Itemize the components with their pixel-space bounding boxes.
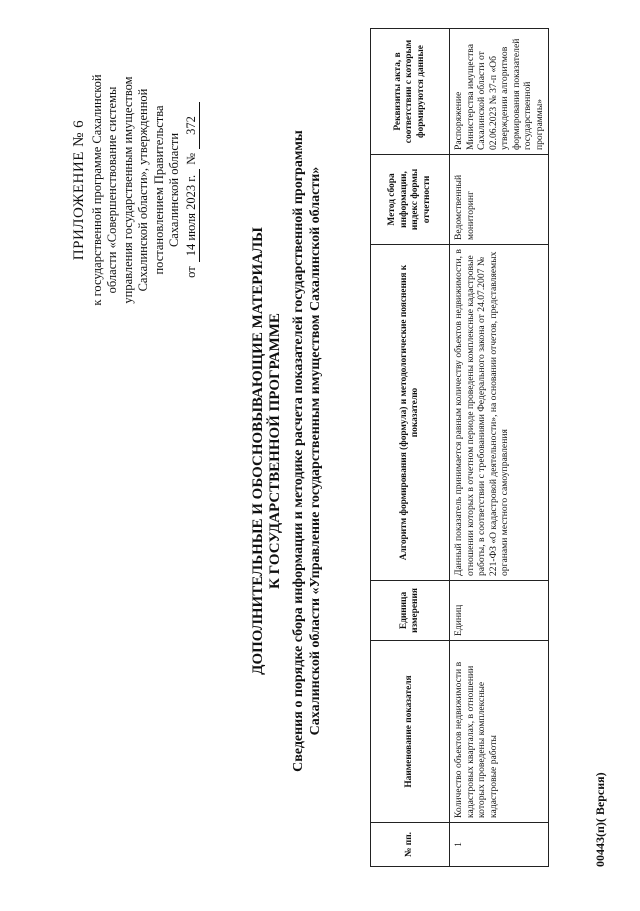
table-header-row (371, 29, 450, 867)
cell-indicator-name: Количество объектов недвижимости в кадастровых кварталах, в отношении которых проведены комплексные кадастровые работы (450, 641, 549, 823)
appendix-line: области «Совершенствование системы (105, 86, 119, 294)
header-algorithm: Алгоритм формирования (формула) и методологические пояснения к показателю (371, 245, 450, 581)
cell-algorithm: Данный показатель принимается равным количеству объектов недвижимости, в отношении которых в отчетном периоде проведены комплексные кадастровые работы, в соответствии с требованиями Федерального закона от 24.07.2007 № 221-ФЗ «О кадастровой деятельности», на основании отчетов, представляемых органами местного самоуправления (450, 245, 549, 581)
main-title-line: К ГОСУДАРСТВЕННОЙ ПРОГРАММЕ (267, 313, 283, 589)
table-row (450, 29, 549, 867)
subtitle-line: Сведения о порядке сбора информации и методике расчета показателей государственной программы (291, 130, 306, 772)
number-prefix: № (183, 152, 198, 165)
header-number: № пп. (371, 823, 450, 867)
subtitle-line: Сахалинской области «Управление государственным имуществом Сахалинской области» (308, 166, 323, 736)
main-title (250, 51, 284, 851)
indicators-table (370, 28, 549, 867)
cell-number: 1 (450, 823, 549, 867)
header-indicator-name: Наименование показателя (371, 641, 450, 823)
header-act-details: Реквизиты акта, в соответствии с которым формируются данные (371, 29, 450, 155)
subtitle (290, 51, 324, 851)
appendix-signature-line (184, 25, 201, 355)
appendix-line: Сахалинской области», утвержденной (136, 88, 150, 292)
appendix-line: Сахалинской области (167, 132, 181, 248)
appendix-line: постановлением Правительства (151, 105, 166, 275)
appendix-title: ПРИЛОЖЕНИЕ № 6 (71, 119, 87, 261)
header-collection-method: Метод сбора информации, индекс формы отчетности (371, 155, 450, 245)
header-unit: Единица измерения (371, 581, 450, 641)
cell-unit: Единиц (450, 581, 549, 641)
appendix-line: к государственной программе Сахалинской (89, 74, 104, 306)
main-title-line: ДОПОЛНИТЕЛЬНЫЕ И ОБОСНОВЫВАЮЩИЕ МАТЕРИАЛЫ (250, 227, 266, 675)
appendix-block (72, 25, 200, 355)
document-code: 00443(п)( Версия) (593, 772, 607, 867)
approval-number: 372 (184, 102, 201, 149)
date-prefix: от (183, 266, 198, 278)
cell-collection-method: Ведомственный мониторинг (450, 155, 549, 245)
appendix-line: управления государственным имуществом (120, 76, 135, 304)
approval-date: 14 июля 2023 г. (184, 169, 201, 262)
cell-act-details: Распоряжение Министерства имущества Сахалинской области от 02.06.2023 № 37-п «Об утверждении алгоритмов формирования показателей государственной программы» (450, 29, 549, 155)
